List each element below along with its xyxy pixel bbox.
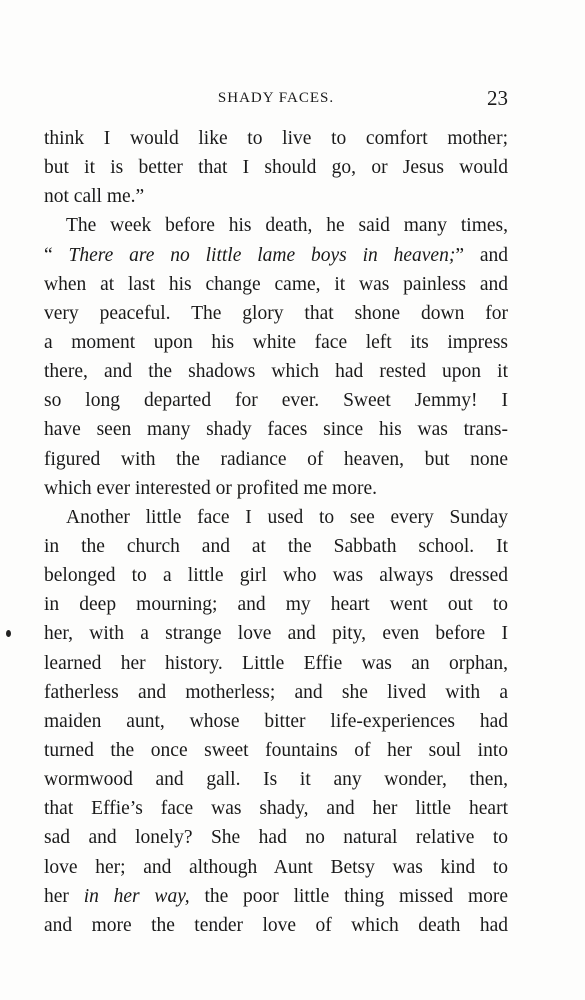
quote-close: ”: [455, 244, 464, 266]
text-line: love her; and although Aunt Betsy was kind to: [44, 856, 508, 878]
text-line: [44, 241, 508, 270]
paragraph-start-line: Another little face I used to see every Sunday: [66, 506, 508, 528]
body-text: [44, 124, 508, 940]
text-line: learned her history. Little Effie was an orphan,: [44, 652, 508, 674]
text-line: there, and the shadows which had rested upon it: [44, 361, 508, 383]
text-line: fatherless and motherless; and she lived with a: [44, 681, 508, 703]
text-line: when at last his change came, it was painless and: [44, 273, 508, 295]
text-line: so long departed for ever. Sweet Jemmy! I: [44, 390, 508, 412]
text-line: very peaceful. The glory that shone down for: [44, 302, 508, 324]
text-line: turned the once sweet fountains of her soul into: [44, 739, 508, 761]
text-line: a moment upon his white face left its impress: [44, 331, 508, 353]
text-line: have seen many shady faces since his was trans-: [44, 419, 508, 441]
line-tail: the poor little thing missed more: [204, 885, 508, 907]
text-line: maiden aunt, whose bitter life-experiences had: [44, 710, 508, 732]
text-line: that Effie’s face was shady, and her little heart: [44, 798, 508, 820]
text-line: sad and lonely? She had no natural relative to: [44, 827, 508, 849]
text-line: but it is better that I should go, or Jesus would: [44, 157, 508, 179]
text-line: not call me.”: [44, 186, 145, 208]
italic-phrase: in her way,: [83, 885, 190, 907]
running-head: [44, 86, 508, 114]
text-line: wormwood and gall. Is it any wonder, then,: [44, 769, 508, 791]
page-number: 23: [487, 86, 508, 110]
text-line: [44, 882, 508, 911]
line-tail: and: [479, 244, 508, 266]
text-line: figured with the radiance of heaven, but none: [44, 448, 508, 470]
text-line: belonged to a little girl who was always dressed: [44, 565, 508, 587]
paragraph-start-line: The week before his death, he said many times,: [66, 215, 508, 237]
text-line: in deep mourning; and my heart went out to: [44, 594, 508, 616]
text-line: her, with a strange love and pity, even before I: [44, 623, 508, 645]
text-line: and more the tender love of which death had: [44, 914, 508, 936]
line-lead: her: [44, 885, 69, 907]
running-title: SHADY FACES.: [217, 90, 335, 106]
italic-quote: There are no little lame boys in heaven;: [68, 244, 456, 266]
quote-open: “: [44, 244, 53, 266]
text-line: which ever interested or profited me more.: [44, 477, 377, 499]
margin-ink-mark: [6, 630, 11, 637]
text-line: think I would like to live to comfort mother;: [44, 128, 508, 149]
text-line: in the church and at the Sabbath school. It: [44, 535, 508, 557]
